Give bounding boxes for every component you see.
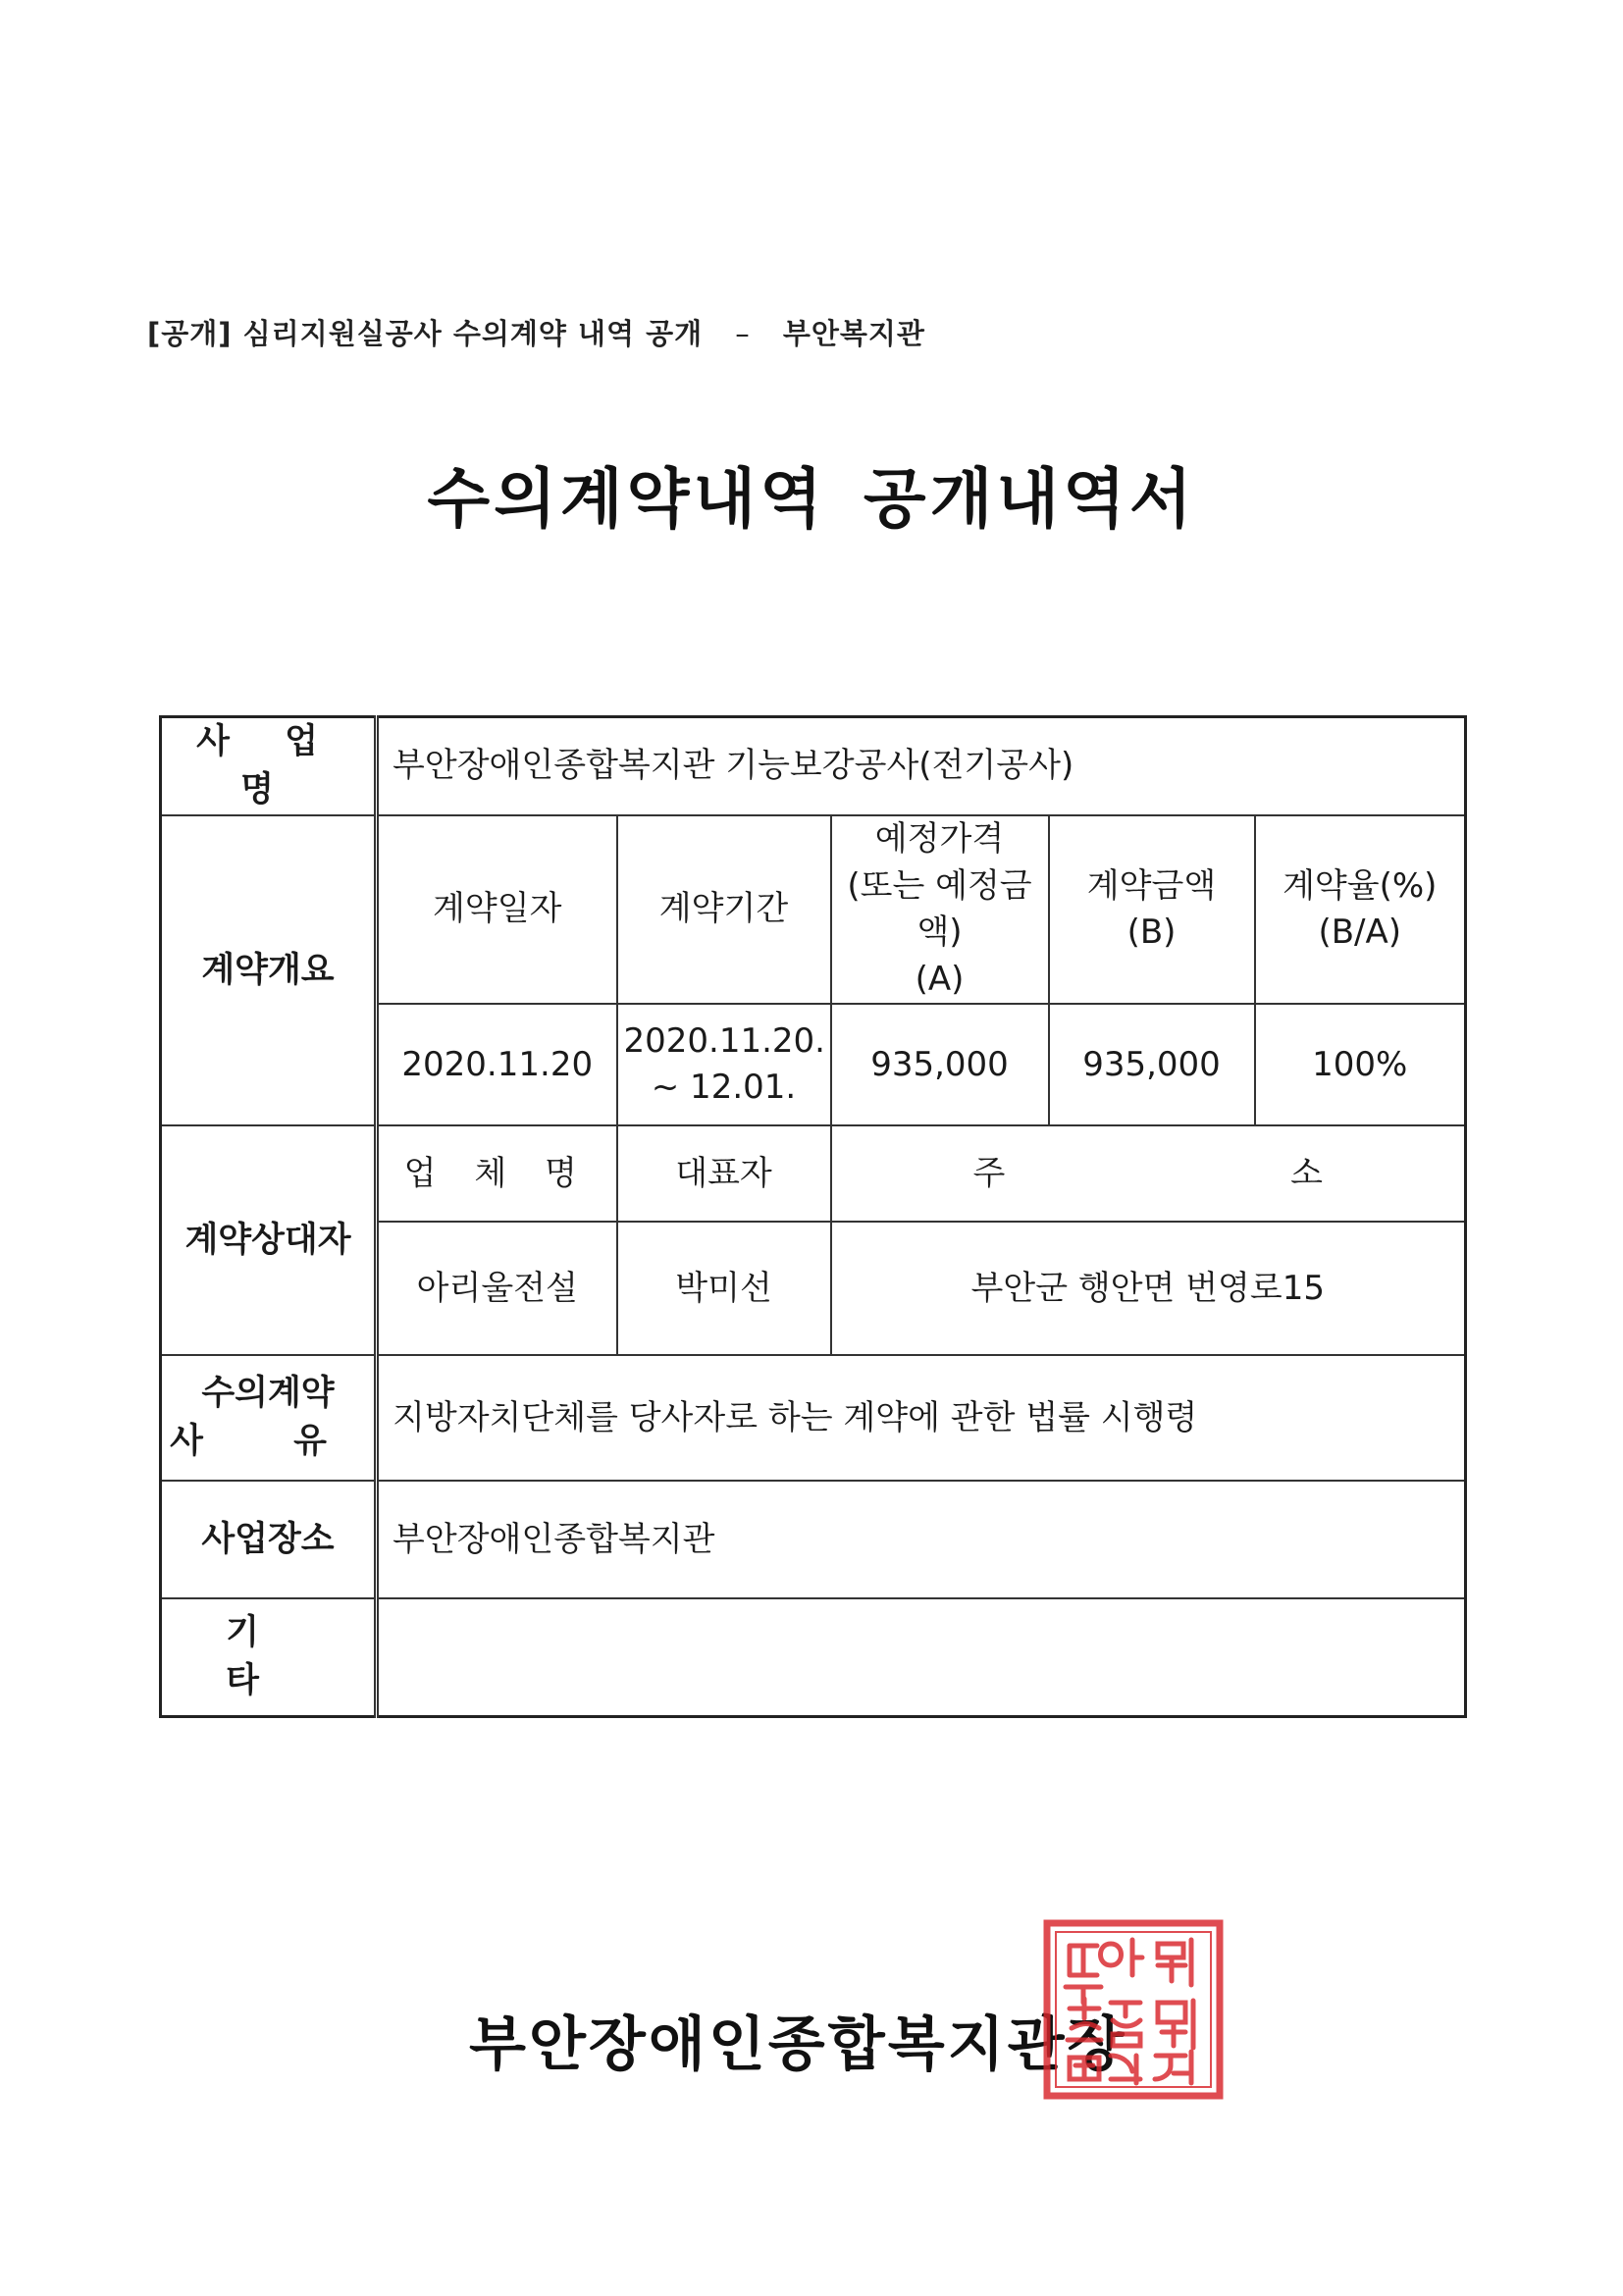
location-value: 부안장애인종합복지관 bbox=[377, 1481, 1466, 1598]
address-value: 부안군 행안면 번영로15 bbox=[831, 1222, 1466, 1355]
company-name-value: 아리울전설 bbox=[377, 1222, 617, 1355]
header-organization: 부안복지관 bbox=[782, 317, 925, 350]
counterparty-header-row bbox=[161, 1125, 1466, 1222]
estimated-price-header-line1: 예정가격 bbox=[874, 819, 1005, 859]
contract-disclosure-table bbox=[159, 715, 1467, 1718]
project-name-row bbox=[161, 717, 1466, 816]
contract-overview-header-row bbox=[161, 815, 1466, 1004]
contract-period-value-line2: ~ 12.01. bbox=[651, 1068, 797, 1108]
issuer-name: 부안장애인종합복지관장 bbox=[469, 2010, 1127, 2079]
contract-date-value: 2020.11.20 bbox=[377, 1004, 617, 1125]
contract-period-value-line1: 2020.11.20. bbox=[623, 1020, 825, 1061]
header-separator: – bbox=[735, 317, 751, 350]
contract-date-header: 계약일자 bbox=[377, 815, 617, 1004]
reason-label-line2: 사 유 bbox=[170, 1422, 366, 1462]
contract-rate-value: 100% bbox=[1255, 1004, 1466, 1125]
contract-period-value bbox=[617, 1004, 831, 1125]
contract-rate-header-line2: (B/A) bbox=[1318, 913, 1402, 953]
representative-value: 박미선 bbox=[617, 1222, 831, 1355]
document-title-part1: 수의계약내역 bbox=[427, 461, 826, 537]
location-label: 사업장소 bbox=[161, 1481, 377, 1598]
estimated-price-header-line3: (A) bbox=[915, 959, 965, 999]
reason-label bbox=[161, 1355, 377, 1481]
contract-amount-header bbox=[1049, 815, 1255, 1004]
header-subject: 심리지원실공사 수의계약 내역 공개 bbox=[242, 317, 704, 350]
location-row bbox=[161, 1481, 1466, 1598]
contract-amount-header-line2: (B) bbox=[1126, 913, 1177, 953]
estimated-price-header-line2: (또는 예정금액) bbox=[847, 865, 1032, 953]
official-seal-icon bbox=[1042, 1918, 1225, 2101]
project-name-label: 사 업 명 bbox=[161, 717, 377, 816]
contract-amount-header-line1: 계약금액 bbox=[1086, 865, 1217, 906]
document-title bbox=[0, 446, 1623, 540]
document-title-part2: 공개내역서 bbox=[863, 461, 1196, 537]
estimated-price-header bbox=[831, 815, 1049, 1004]
other-row bbox=[161, 1598, 1466, 1716]
contract-rate-header bbox=[1255, 815, 1466, 1004]
counterparty-label: 계약상대자 bbox=[161, 1125, 377, 1355]
header-tag: [공개] bbox=[147, 317, 233, 350]
reason-label-line1: 수의계약 bbox=[201, 1374, 335, 1414]
other-value bbox=[377, 1598, 1466, 1716]
estimated-price-value: 935,000 bbox=[831, 1004, 1049, 1125]
address-header: 주 소 bbox=[831, 1125, 1466, 1222]
project-name-value: 부안장애인종합복지관 기능보강공사(전기공사) bbox=[377, 717, 1466, 816]
reason-row bbox=[161, 1355, 1466, 1481]
header-line bbox=[147, 312, 925, 352]
other-label: 기 타 bbox=[161, 1598, 377, 1716]
contract-amount-value: 935,000 bbox=[1049, 1004, 1255, 1125]
contract-rate-header-line1: 계약율(%) bbox=[1283, 865, 1438, 906]
contract-period-header: 계약기간 bbox=[617, 815, 831, 1004]
reason-value: 지방자치단체를 당사자로 하는 계약에 관한 법률 시행령 bbox=[377, 1355, 1466, 1481]
representative-header: 대표자 bbox=[617, 1125, 831, 1222]
contract-overview-label: 계약개요 bbox=[161, 815, 377, 1125]
company-name-header: 업 체 명 bbox=[377, 1125, 617, 1222]
